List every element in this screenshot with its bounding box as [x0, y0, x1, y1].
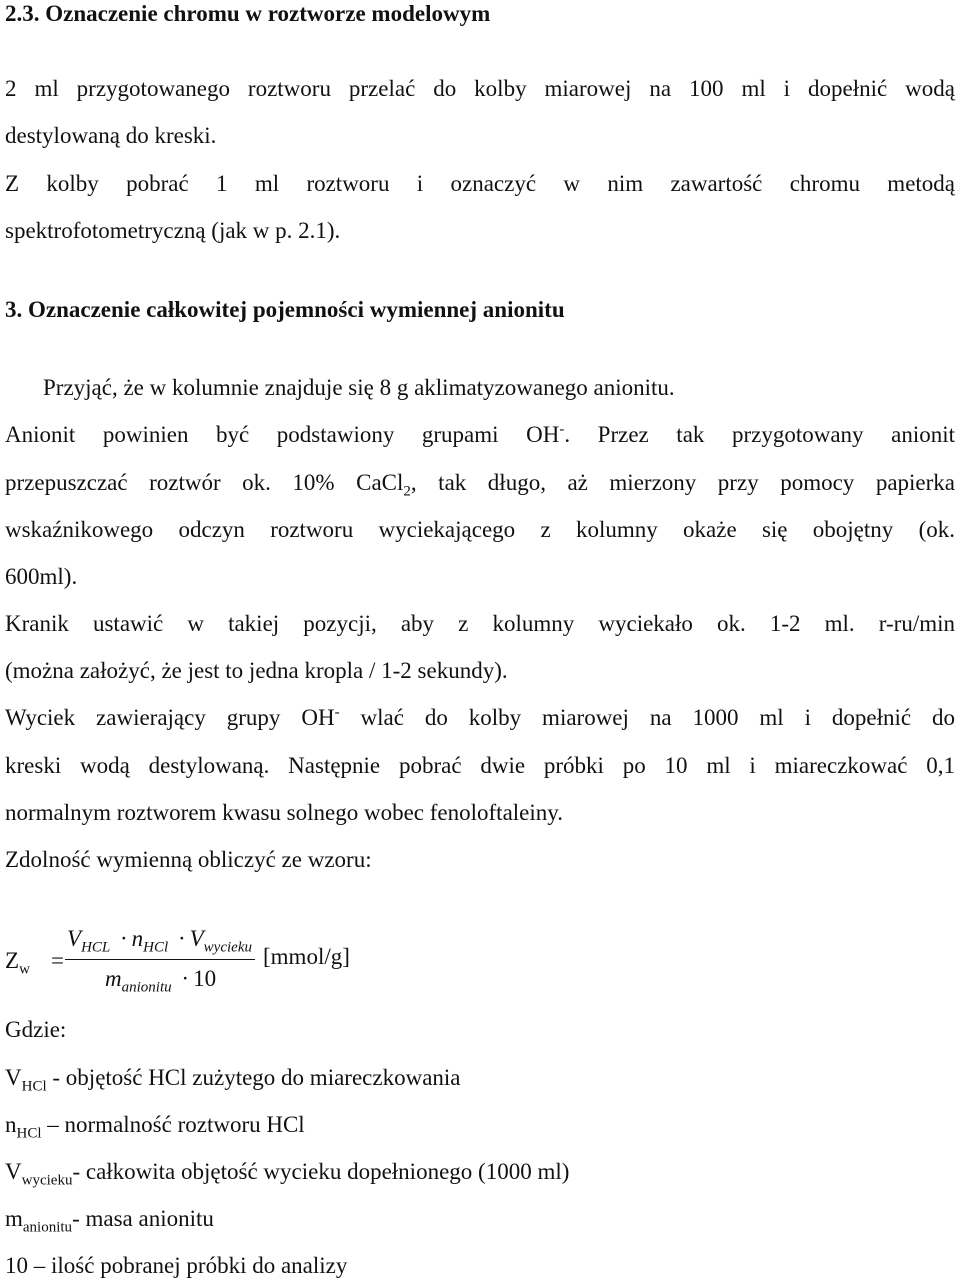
paragraph-line: Z kolby pobrać 1 ml roztworu i oznaczyć w nim zawartość chromu metodą	[5, 171, 955, 196]
capacity-formula	[5, 926, 405, 996]
paragraph-line: Przyjąć, że w kolumnie znajduje się 8 g aklimatyzowanego anionitu.	[43, 375, 675, 400]
superscript: -	[334, 704, 340, 721]
text-run: wlać do kolby miarowej na 1000 ml i dopełnić do	[339, 705, 955, 730]
paragraph-line: (można założyć, że jest to jedna kropla / 1-2 sekundy).	[5, 658, 508, 683]
section-2-3-heading: 2.3. Oznaczenie chromu w roztworze modelowym	[5, 1, 491, 26]
paragraph-line: Zdolność wymienną obliczyć ze wzoru:	[5, 847, 372, 872]
paragraph-line: wskaźnikowego odczyn roztworu wyciekającego z kolumny okaże się obojętny (ok.	[5, 517, 955, 542]
paragraph-line	[5, 706, 955, 729]
paragraph-line: destylowaną do kreski.	[5, 123, 217, 148]
paragraph-line	[5, 470, 955, 500]
formula-numerator: $V_{HCL} \cdot n_{HCl} \cdot V_{wycieku}$	[67, 926, 252, 956]
legend-item: 10 – ilość pobranej próbki do analizy	[5, 1253, 348, 1278]
fraction-bar	[65, 959, 255, 960]
paragraph-line: 2 ml przygotowanego roztworu przelać do kolby miarowej na 100 ml i dopełnić wodą	[5, 76, 955, 101]
legend-title: Gdzie:	[5, 1017, 67, 1042]
paragraph-line: normalnym roztworem kwasu solnego wobec fenoloftaleiny.	[5, 800, 564, 825]
formula-denominator: $m_{anionitu} \cdot 10$	[105, 966, 217, 996]
section-3-heading: 3. Oznaczenie całkowitej pojemności wymiennej anionitu	[5, 297, 565, 322]
formula-lhs: $Z_w$	[5, 948, 30, 978]
superscript: -	[559, 421, 565, 438]
text-run: , tak długo, aż mierzony przy pomocy papierka	[410, 470, 955, 495]
paragraph-line: Kranik ustawić w takiej pozycji, aby z kolumny wyciekało ok. 1-2 ml. r-ru/min	[5, 611, 955, 636]
paragraph-line: spektrofotometryczną (jak w p. 2.1).	[5, 218, 341, 243]
text-run: Wyciek zawierający grupy OH	[5, 705, 335, 730]
text-run: przepuszczać roztwór ok. 10% CaCl	[5, 470, 404, 495]
text-run: Anionit powinien być podstawiony grupami OH	[5, 422, 560, 447]
paragraph-line	[5, 423, 955, 446]
text-run: . Przez tak przygotowany anionit	[564, 422, 955, 447]
legend-item: $V_{HCl}$ - objętość HCl zużytego do miareczkowania	[5, 1065, 461, 1095]
subscript: 2	[403, 483, 411, 500]
legend-item: $V_{wycieku}-$ całkowita objętość wycieku dopełnionego (1000 ml)	[5, 1159, 570, 1189]
legend-item: $n_{HCl}$ – normalność roztworu HCl	[5, 1112, 305, 1142]
paragraph-line: kreski wodą destylowaną. Następnie pobrać dwie próbki po 10 ml i miareczkować 0,1	[5, 753, 955, 778]
legend-item: $m_{anionitu}-$ masa anionitu	[5, 1206, 214, 1236]
paragraph-line: 600ml).	[5, 564, 78, 589]
equals-sign: =	[51, 948, 64, 973]
formula-unit: [mmol/g]	[263, 944, 350, 969]
